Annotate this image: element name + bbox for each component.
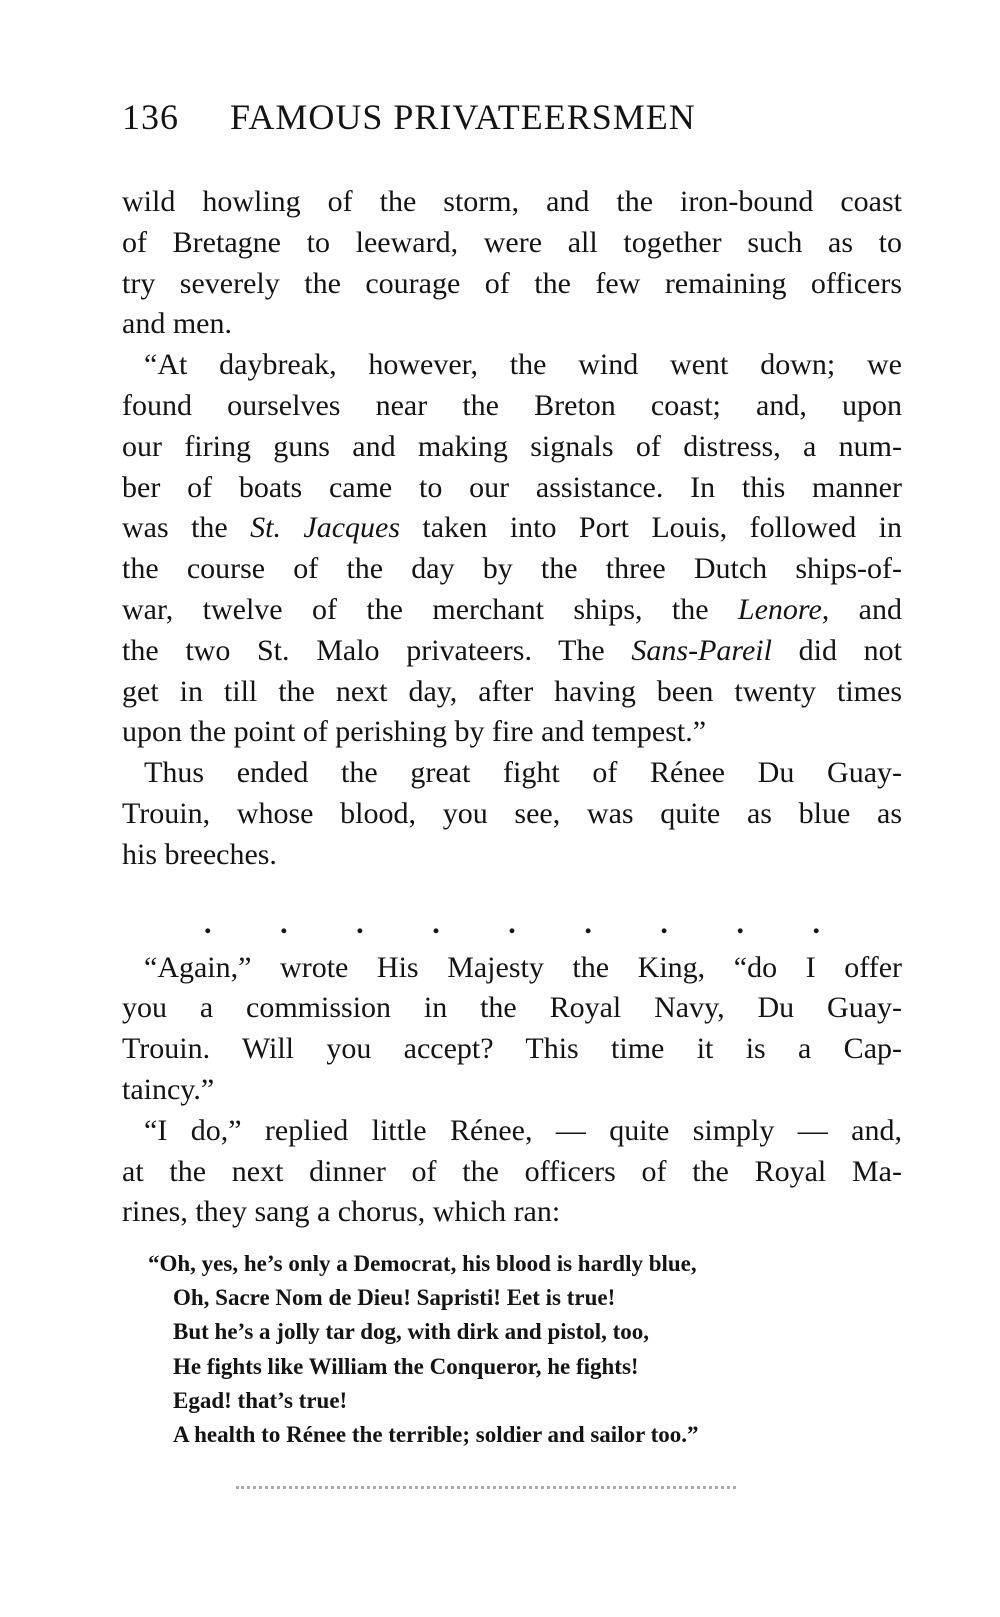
text-line: at the next dinner of the officers of the Royal Ma- — [122, 1154, 902, 1188]
separator-dot: . — [812, 906, 820, 940]
text-line — [122, 508, 902, 549]
text-line: of Bretagne to leeward, were all together such as to — [122, 225, 902, 259]
text-line: try severely the courage of the few remaining officers — [122, 266, 902, 300]
verse-line: “Oh, yes, he’s only a Democrat, his blood is hardly blue, — [148, 1251, 697, 1276]
separator-dot: . — [204, 906, 212, 940]
text-line: get in till the next day, after having been twenty times — [122, 674, 902, 708]
text-line: taincy.” — [122, 1072, 215, 1106]
verse-line: But he’s a jolly tar dog, with dirk and pistol, too, — [173, 1319, 650, 1345]
text-line: “I do,” replied little Rénee, — quite simply — and, — [144, 1113, 902, 1147]
body-text — [122, 182, 902, 1233]
text-line: the course of the day by the three Dutch ships-of- — [122, 552, 902, 586]
text-line — [122, 631, 902, 672]
text-line: rines, they sang a chorus, which ran: — [122, 1195, 561, 1229]
text-line: his breeches. — [122, 837, 277, 871]
ship-name: St. Jacques — [250, 511, 401, 545]
verse-line: He fights like William the Conqueror, he fights! — [173, 1353, 639, 1379]
text-line: and men. — [122, 307, 232, 341]
text-line: “At daybreak, however, the wind went down; we — [144, 348, 902, 382]
verse-block — [148, 1247, 868, 1452]
text-line: wild howling of the storm, and the iron-bound coast — [122, 185, 902, 218]
verse-line: A health to Rénee the terrible; soldier and sailor too.” — [173, 1421, 699, 1447]
text-segment: taken into Port Louis, followed in — [400, 511, 902, 545]
text-line: Trouin, whose blood, you see, was quite as blue as — [122, 796, 902, 830]
running-title: FAMOUS PRIVATEERSMEN — [230, 97, 696, 137]
text-segment: and — [829, 592, 902, 626]
text-line: Thus ended the great fight of Rénee Du Guay- — [144, 756, 902, 790]
text-line: Trouin. Will you accept? This time it is a Cap- — [122, 1032, 902, 1066]
separator-dot: . — [660, 906, 668, 940]
separator-dot: . — [584, 906, 592, 940]
section-separator — [122, 904, 902, 944]
text-segment: did not — [771, 633, 902, 667]
text-segment: war, twelve of the merchant ships, the — [122, 592, 738, 626]
text-line: “Again,” wrote His Majesty the King, “do I offer — [144, 950, 902, 984]
ship-name: Lenore, — [737, 592, 830, 626]
separator-dot: . — [432, 906, 440, 940]
separator-dot: . — [508, 906, 516, 940]
verse-line: Egad! that’s true! — [173, 1387, 348, 1413]
separator-dot: . — [736, 906, 744, 940]
separator-dot: . — [280, 906, 288, 940]
section-gap — [122, 876, 902, 904]
text-segment: the two St. Malo privateers. The — [122, 633, 632, 667]
text-line: you a commission in the Royal Navy, Du Guay- — [122, 991, 902, 1025]
running-header — [122, 96, 902, 144]
text-line: upon the point of perishing by fire and tempest.” — [122, 715, 707, 749]
separator-dot: . — [356, 906, 364, 940]
text-segment: was the — [122, 511, 251, 545]
verse-line: Oh, Sacre Nom de Dieu! Sapristi! Eet is true! — [173, 1285, 616, 1311]
text-line: our firing guns and making signals of distress, a num- — [122, 429, 902, 463]
bottom-cut-line — [236, 1476, 736, 1489]
ship-name: Sans-Pareil — [631, 633, 772, 667]
text-line — [122, 590, 902, 631]
page-number: 136 — [122, 97, 179, 137]
text-line: ber of boats came to our assistance. In this manner — [122, 470, 902, 504]
text-line: found ourselves near the Breton coast; and, upon — [122, 388, 902, 422]
